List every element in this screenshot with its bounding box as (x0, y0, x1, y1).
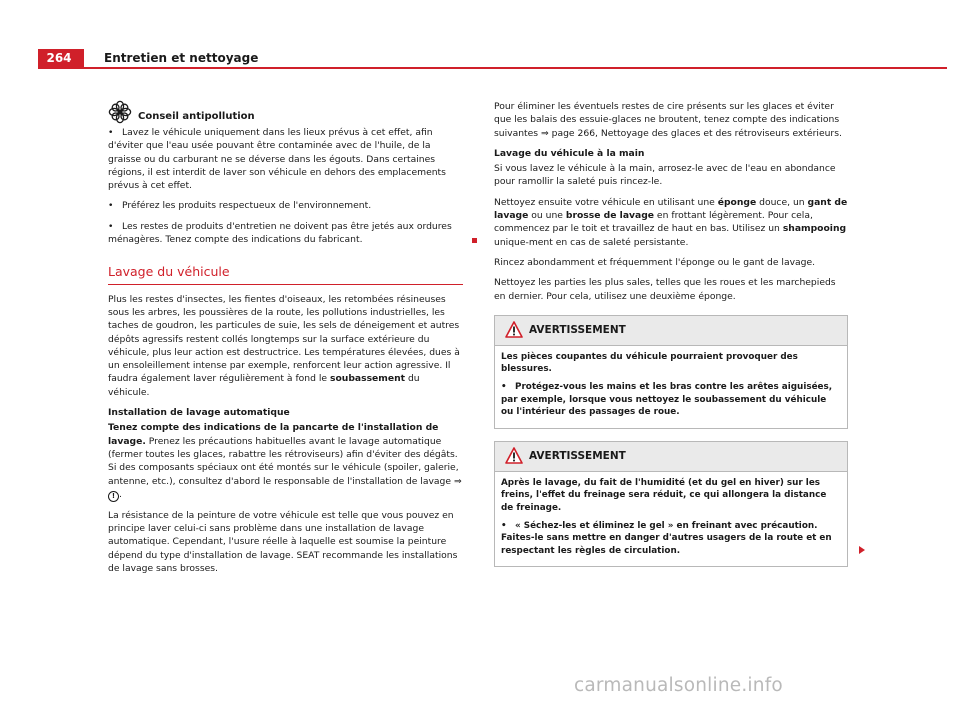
paint-paragraph: La résistance de la peinture de votre véhicule est telle que vous pouvez en principe laver celui-ci sans problème dans une installation de lavage automatique. Cependant, l'usure réelle à laquelle est soumise la peinture dépend du type d'installation de lavage. SEAT recommande les installations de lavage sans brosses. (108, 509, 458, 575)
wax-paragraph: Pour éliminer les éventuels restes de cire présents sur les glaces et éviter que les balais des essuie-glaces ne broutent, tenez compte des indications suivantes ⇒ page 266, Nettoyage des glaces et des rétroviseurs extérieurs. (494, 101, 842, 139)
eco-tip-title: Conseil antipollution (138, 111, 255, 122)
left-column (108, 100, 463, 582)
warning-text: Les pièces coupantes du véhicule pourraient provoquer des blessures. (501, 351, 798, 375)
flower-icon (108, 100, 132, 124)
rinse-paragraph: Rincez abondamment et fréquemment l'éponge ou le gant de lavage. (494, 256, 816, 268)
eco-bullet: • Les restes de produits d'entretien ne doivent pas être jetés aux ordures ménagères. Tenez compte des indications du fabricant. (108, 220, 463, 247)
watermark: carmanualsonline.info (574, 675, 783, 696)
warning-ref-icon: ! (108, 491, 119, 502)
section-title: Lavage du véhicule (108, 265, 463, 284)
warning-title: AVERTISSEMENT (529, 323, 626, 336)
continue-arrow-icon (859, 546, 865, 554)
intro-paragraph: Plus les restes d'insectes, les fientes d'oiseaux, les retombées résineuses sous les arbres, les poussières de la route, les pollutions industrielles, les taches de goudron, les particules de suie, les sels de déneigement et autres dépôts agressifs restent collés longtemps sur la surface extérieure du véhicule, plus leur action est destructrice. Les températures élevées, dues à un ensoleillement intense par exemple, renforcent leur action agressive. Il faudra également laver régulièrement à fond le soubassement du véhicule. (108, 293, 460, 398)
warning-header (495, 316, 847, 346)
warning-header (495, 442, 847, 472)
warning-bullet: • Protégez-vous les mains et les bras contre les arêtes aiguisées, par exemple, lorsque vous nettoyez le soubassement du véhicule ou l'intérieur des passages de roue. (501, 382, 833, 418)
dirty-parts-paragraph: Nettoyez les parties les plus sales, telles que les roues et les marchepieds en dernier. Pour cela, utilisez une deuxième éponge. (494, 277, 836, 302)
warning-triangle-icon (505, 447, 523, 464)
page-number: 264 (38, 49, 84, 68)
end-marker-icon (472, 238, 477, 243)
auto-wash-heading: Installation de lavage automatique (108, 407, 290, 419)
cleaning-paragraph: Nettoyez ensuite votre véhicule en utilisant une éponge douce, un gant de lavage ou une brosse de lavage en frottant légèrement. Pour cela, commencez par le toit et travaillez de haut en bas. Utilisez un shampooing unique-ment en cas de saleté persistante. (494, 196, 848, 248)
auto-wash-paragraph: Tenez compte des indications de la pancarte de l'installation de lavage. Prenez les précautions habituelles avant le lavage automatique (fermer toutes les glaces, rabattre les rétroviseurs) afin d'éviter des dégâts. Si des composants spéciaux ont été montés sur le véhicule (spoiler, galerie, antenne, etc.), consultez d'abord le responsable de l'installation de lavage ⇒ ! . (108, 422, 462, 500)
warning-box (494, 315, 848, 429)
warning-title: AVERTISSEMENT (529, 449, 626, 462)
right-column (494, 100, 848, 567)
eco-bullet: • Préférez les produits respectueux de l'environnement. (108, 200, 372, 212)
warning-bullet: • « Séchez-les et éliminez le gel » en freinant avec précaution. Faites-le sans mettre en danger d'autres usagers de la route et en respectant les règles de circulation. (501, 520, 832, 556)
hand-wash-paragraph: Si vous lavez le véhicule à la main, arrosez-le avec de l'eau en abondance pour ramollir la saleté puis rincez-le. (494, 163, 836, 188)
hand-wash-heading: Lavage du véhicule à la main (494, 147, 645, 159)
warning-text: Après le lavage, du fait de l'humidité (et du gel en hiver) sur les freins, l'effet du freinage sera réduit, ce qui allongera la distance de freinage. (501, 477, 827, 514)
eco-bullet: • Lavez le véhicule uniquement dans les lieux prévus à cet effet, afin d'éviter que l'eau usée pouvant être contaminée avec de l'huile, de la graisse ou du carburant ne se déverse dans les égouts. Dans certaines régions, il est interdit de laver son véhicule en dehors des emplacements prévus à cet effet. (108, 127, 446, 192)
header-rule (38, 67, 947, 69)
warning-box (494, 441, 848, 568)
warning-triangle-icon (505, 321, 523, 338)
eco-tip-heading (108, 100, 463, 126)
page-title: Entretien et nettoyage (104, 51, 259, 65)
